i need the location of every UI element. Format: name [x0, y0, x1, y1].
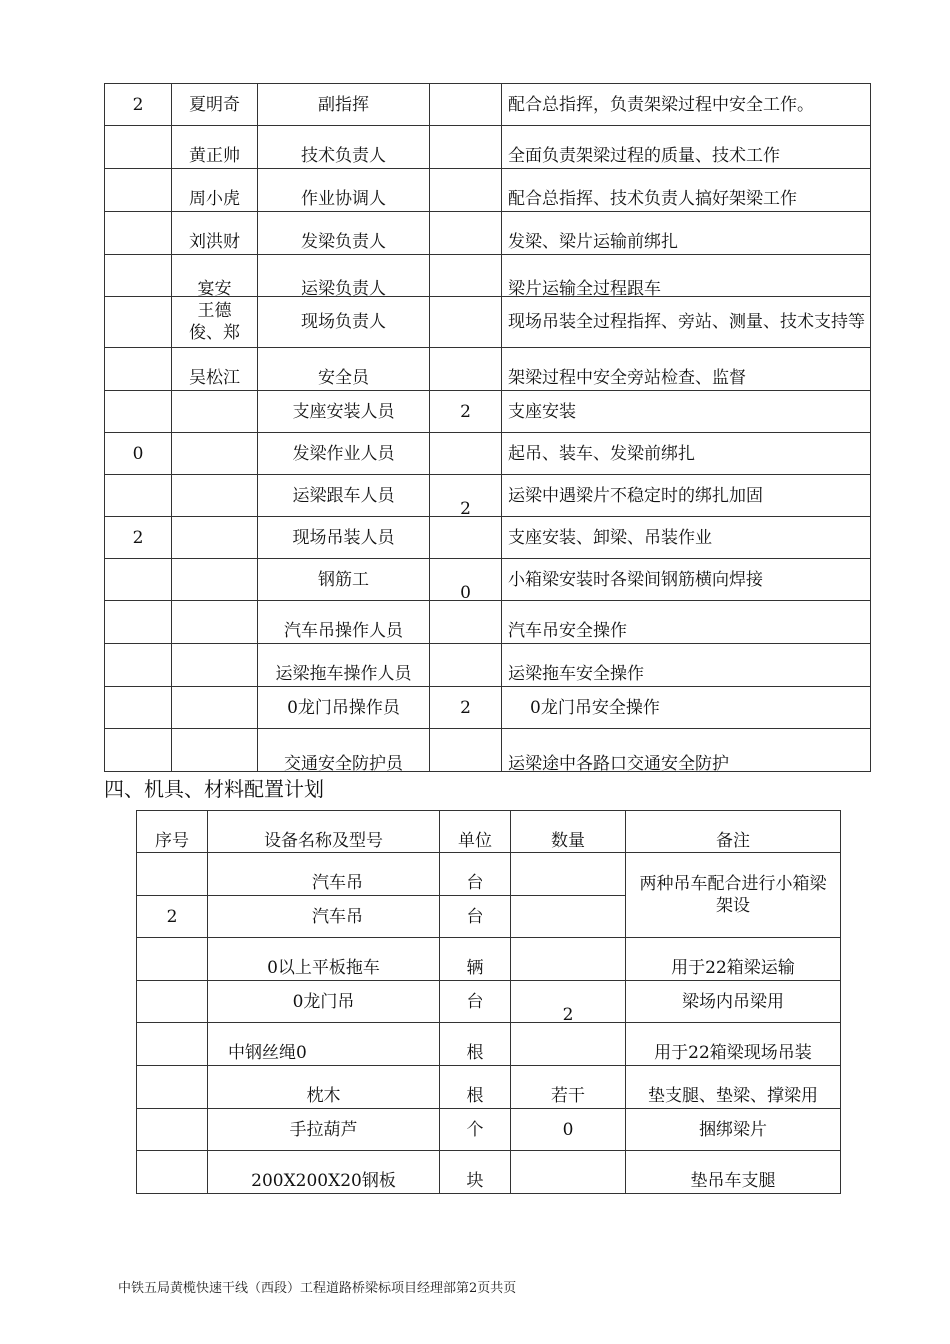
staff-duty: 全面负责架梁过程的质量、技术工作	[502, 126, 871, 169]
table-row	[105, 255, 871, 297]
table-row	[137, 1109, 841, 1151]
equip-no	[137, 1023, 208, 1066]
equip-unit: 个	[440, 1109, 511, 1151]
equip-no	[137, 853, 208, 896]
equip-remark: 两种吊车配合进行小箱梁架设	[626, 853, 841, 938]
equip-qty	[511, 938, 626, 981]
staff-duty: 配合总指挥，负责架梁过程中安全工作。	[502, 84, 871, 126]
row-number	[105, 348, 172, 391]
equip-remark: 垫吊车支腿	[626, 1151, 841, 1194]
equip-qty: 若干	[511, 1066, 626, 1109]
staff-count	[430, 644, 502, 687]
equip-name: 0以上平板拖车	[208, 938, 440, 981]
staff-role: 技术负责人	[258, 126, 430, 169]
header-remark: 备注	[626, 811, 841, 853]
staff-role: 交通安全防护员	[258, 733, 430, 776]
staff-name	[172, 644, 258, 687]
staff-role: 副指挥	[258, 84, 430, 126]
staff-name: 夏明奇	[172, 84, 258, 126]
staff-name	[172, 475, 258, 517]
staff-role: 现场负责人	[258, 297, 430, 348]
staff-duty: 支座安装、卸梁、吊装作业	[502, 517, 871, 559]
equip-no	[137, 1151, 208, 1194]
equip-qty: 0	[511, 1109, 626, 1151]
staff-name: 王德俊、郑	[172, 297, 258, 348]
row-number	[105, 212, 172, 255]
staff-count	[430, 126, 502, 169]
equip-no	[137, 1066, 208, 1109]
equip-name: 汽车吊	[208, 896, 440, 938]
staff-duty: 运梁拖车安全操作	[502, 644, 871, 687]
equip-no: 2	[137, 896, 208, 938]
row-number	[105, 169, 172, 212]
row-number	[105, 729, 172, 772]
table-row	[105, 126, 871, 169]
equip-name: 汽车吊	[208, 853, 440, 896]
row-number	[105, 259, 172, 301]
staff-count	[430, 212, 502, 255]
equip-no	[137, 981, 208, 1023]
staff-duty: 汽车吊安全操作	[502, 601, 871, 644]
table-row	[105, 297, 871, 348]
staff-name: 刘洪财	[172, 212, 258, 255]
staff-role: 运梁拖车操作人员	[258, 644, 430, 687]
table-row	[137, 853, 841, 896]
staff-count	[430, 84, 502, 126]
staff-duty: 发梁、梁片运输前绑扎	[502, 212, 871, 255]
equip-qty	[511, 1023, 626, 1066]
staff-duty: 小箱梁安装时各梁间钢筋横向焊接	[502, 559, 871, 601]
equip-remark: 捆绑梁片	[626, 1109, 841, 1151]
staff-name: 宴安	[172, 259, 258, 301]
equip-unit: 台	[440, 896, 511, 938]
staff-role: 汽车吊操作人员	[258, 601, 430, 644]
table-row	[137, 938, 841, 981]
staff-name	[172, 687, 258, 729]
staff-count	[430, 297, 502, 348]
staff-duty: 架梁过程中安全旁站检查、监督	[502, 348, 871, 391]
staff-duty: 配合总指挥、技术负责人搞好架梁工作	[502, 169, 871, 212]
row-number: 0	[105, 433, 172, 475]
table-row	[105, 601, 871, 644]
table-row	[137, 1151, 841, 1194]
equip-qty	[511, 896, 626, 938]
equip-remark: 用于22箱梁运输	[626, 938, 841, 981]
staff-role: 现场吊装人员	[258, 517, 430, 559]
staff-duty: 支座安装	[502, 391, 871, 433]
row-number	[105, 475, 172, 517]
staff-count	[430, 259, 502, 301]
staff-name	[172, 391, 258, 433]
equip-unit: 台	[440, 981, 511, 1023]
table-row	[105, 391, 871, 433]
staff-role: 安全员	[258, 348, 430, 391]
row-number	[105, 559, 172, 601]
table-row	[105, 212, 871, 255]
staff-duty: 梁片运输全过程跟车	[502, 259, 871, 301]
staff-count	[430, 433, 502, 475]
row-number	[105, 126, 172, 169]
staff-name: 周小虎	[172, 169, 258, 212]
row-number	[105, 391, 172, 433]
equip-unit: 根	[440, 1066, 511, 1109]
table-row	[105, 559, 871, 601]
staff-duty: 现场吊装全过程指挥、旁站、测量、技术支持等	[502, 297, 871, 348]
equip-unit: 块	[440, 1151, 511, 1194]
equip-remark: 垫支腿、垫梁、撑梁用	[626, 1066, 841, 1109]
equip-unit: 根	[440, 1023, 511, 1066]
staff-name	[172, 559, 258, 601]
staff-count: 2	[430, 479, 502, 521]
table-row	[105, 517, 871, 559]
header-no: 序号	[137, 811, 208, 853]
table-row	[137, 1066, 841, 1109]
staff-role: 发梁负责人	[258, 212, 430, 255]
table-row	[105, 433, 871, 475]
staff-count: 2	[430, 391, 502, 433]
staff-duty: 0龙门吊安全操作	[502, 687, 871, 729]
table-row	[105, 348, 871, 391]
table-row	[137, 981, 841, 1023]
section-heading: 四、机具、材料配置计划	[104, 777, 324, 801]
equipment-table	[136, 810, 841, 1194]
staff-table	[104, 83, 871, 772]
staff-count	[430, 601, 502, 644]
header-qty: 数量	[511, 811, 626, 853]
table-header-row	[137, 811, 841, 853]
staff-name	[172, 729, 258, 772]
row-number	[105, 601, 172, 644]
staff-duty: 运梁中遇梁片不稳定时的绑扎加固	[502, 475, 871, 517]
equip-remark: 梁场内吊梁用	[626, 981, 841, 1023]
equip-no	[137, 938, 208, 981]
table-row	[105, 644, 871, 687]
table-row	[105, 475, 871, 517]
staff-role: 作业协调人	[258, 169, 430, 212]
staff-role: 运梁跟车人员	[258, 475, 430, 517]
equip-name: 200X200X20钢板	[208, 1151, 440, 1194]
table-row	[105, 687, 871, 729]
equip-name: 枕木	[208, 1066, 440, 1109]
staff-duty: 起吊、装车、发梁前绑扎	[502, 433, 871, 475]
equip-qty	[511, 853, 626, 896]
table-row	[105, 169, 871, 212]
staff-name: 吴松江	[172, 348, 258, 391]
staff-count	[430, 348, 502, 391]
staff-duty: 运梁途中各路口交通安全防护	[502, 733, 871, 776]
row-number	[105, 687, 172, 729]
row-number: 2	[105, 84, 172, 126]
header-name: 设备名称及型号	[208, 811, 440, 853]
equip-name: 0龙门吊	[208, 981, 440, 1023]
equip-remark: 用于22箱梁现场吊装	[626, 1023, 841, 1066]
equip-qty	[511, 1151, 626, 1194]
staff-role: 运梁负责人	[258, 259, 430, 301]
row-number	[105, 644, 172, 687]
staff-name	[172, 433, 258, 475]
staff-role: 支座安装人员	[258, 391, 430, 433]
equip-unit: 辆	[440, 938, 511, 981]
staff-count: 0	[430, 563, 502, 605]
staff-name	[172, 517, 258, 559]
staff-name: 黄正帅	[172, 126, 258, 169]
equip-unit: 台	[440, 853, 511, 896]
staff-count	[430, 729, 502, 772]
page-footer: 中铁五局黄榄快速干线（西段）工程道路桥梁标项目经理部第2页共页	[118, 1281, 517, 1296]
row-number	[105, 297, 172, 348]
staff-role: 钢筋工	[258, 559, 430, 601]
staff-role: 0龙门吊操作员	[258, 687, 430, 729]
table-row	[137, 1023, 841, 1066]
table-row	[105, 729, 871, 772]
equip-no	[137, 1109, 208, 1151]
staff-count	[430, 517, 502, 559]
equip-name: 手拉葫芦	[208, 1109, 440, 1151]
header-unit: 单位	[440, 811, 511, 853]
staff-count: 2	[430, 687, 502, 729]
staff-role: 发梁作业人员	[258, 433, 430, 475]
table-row	[105, 84, 871, 126]
staff-count	[430, 169, 502, 212]
row-number: 2	[105, 517, 172, 559]
equip-name: 中钢丝绳0	[208, 1023, 440, 1066]
equip-qty: 2	[511, 985, 626, 1027]
staff-name	[172, 601, 258, 644]
